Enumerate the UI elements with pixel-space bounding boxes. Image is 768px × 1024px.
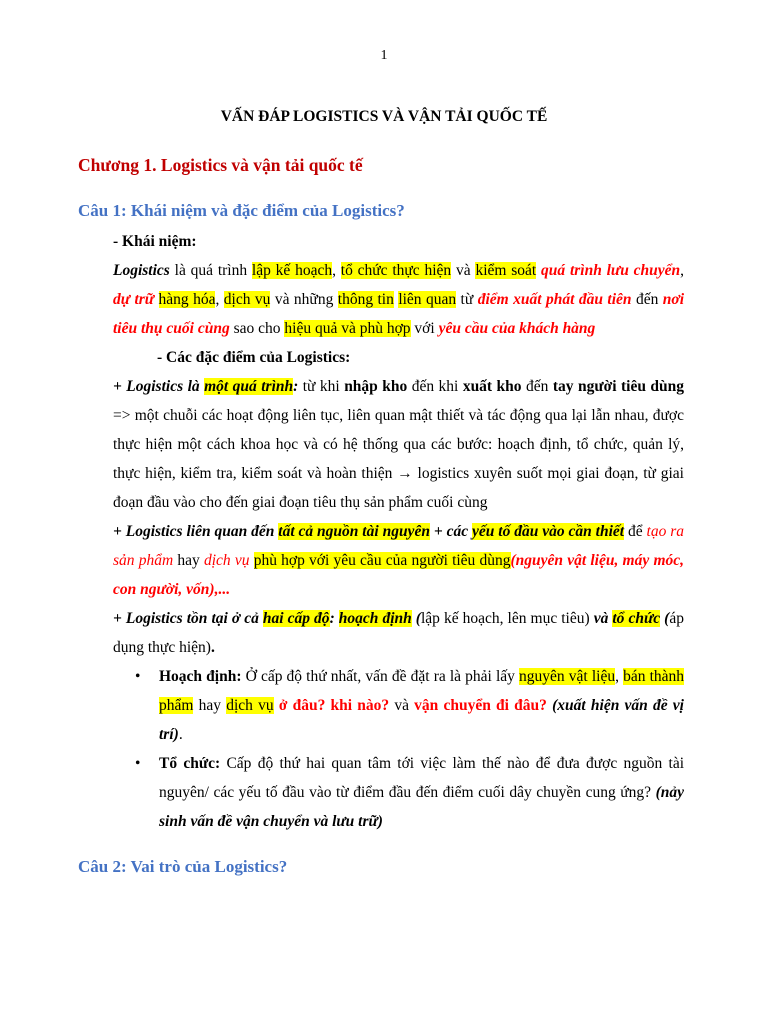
question-1-body <box>113 227 684 836</box>
list-item: • Hoạch định: Ở cấp độ thứ nhất, vấn đề đặt ra là phải lấy nguyên vật liệu, bán thành phẩm hay dịch vụ ở đâu? khi nào? và vận chuyển đi đâu? (xuất hiện vấn đề vị trí). <box>159 662 684 749</box>
chapter-heading: Chương 1. Logistics và vận tải quốc tế <box>78 155 363 175</box>
features-heading: - Các đặc điểm của Logistics: <box>157 349 351 366</box>
question-1-heading: Câu 1: Khái niệm và đặc điểm của Logistics? <box>78 201 405 220</box>
levels-bullet-list <box>113 662 684 836</box>
question-2-heading: Câu 2: Vai trò của Logistics? <box>78 857 288 876</box>
definition-paragraph: Logistics là quá trình lập kế hoạch, tổ chức thực hiện và kiểm soát quá trình lưu chuyển, dự trữ hàng hóa, dịch vụ và những thông tin liên quan từ điểm xuất phát đầu tiên đến nơi tiêu thụ cuối cùng sao cho hiệu quả và phù hợp với yêu cầu của khách hàng <box>113 262 685 337</box>
page-number: 1 <box>380 48 388 63</box>
list-item: • Tổ chức: Cấp độ thứ hai quan tâm tới việc làm thế nào để đưa được nguồn tài nguyên/ các yếu tố đầu vào từ điểm đầu đến điểm cuối dây chuyền cung ứng? (nảy sinh vấn đề vận chuyển và lưu trữ) <box>159 749 684 836</box>
document-title: VẤN ĐÁP LOGISTICS VÀ VẬN TẢI QUỐC TẾ <box>220 108 548 125</box>
feature-levels-paragraph: + Logistics tồn tại ở cả hai cấp độ: hoạch định (lập kế hoạch, lên mục tiêu) và tổ chức (áp dụng thực hiện). <box>113 610 684 656</box>
feature-process-paragraph: + Logistics là một quá trình: từ khi nhập kho đến khi xuất kho đến tay người tiêu dùng => một chuỗi các hoạt động liên tục, liên quan mật thiết và tác động qua lại lẫn nhau, được thực hiện một cách khoa học và có hệ thống qua các bước: hoạch định, tổ chức, quản lý, thực hiện, kiểm tra, kiểm soát và hoàn thiện → logistics xuyên suốt mọi giai đoạn, từ giai đoạn đầu vào cho đến giai đoạn tiêu thụ sản phẩm cuối cùng <box>113 378 685 511</box>
definition-heading: - Khái niệm: <box>113 233 197 250</box>
feature-resources-paragraph: + Logistics liên quan đến tất cả nguồn tài nguyên + các yếu tố đầu vào cần thiết để tạo ra sản phẩm hay dịch vụ phù hợp với yêu cầu của người tiêu dùng(nguyên vật liệu, máy móc, con người, vốn),... <box>113 523 685 598</box>
